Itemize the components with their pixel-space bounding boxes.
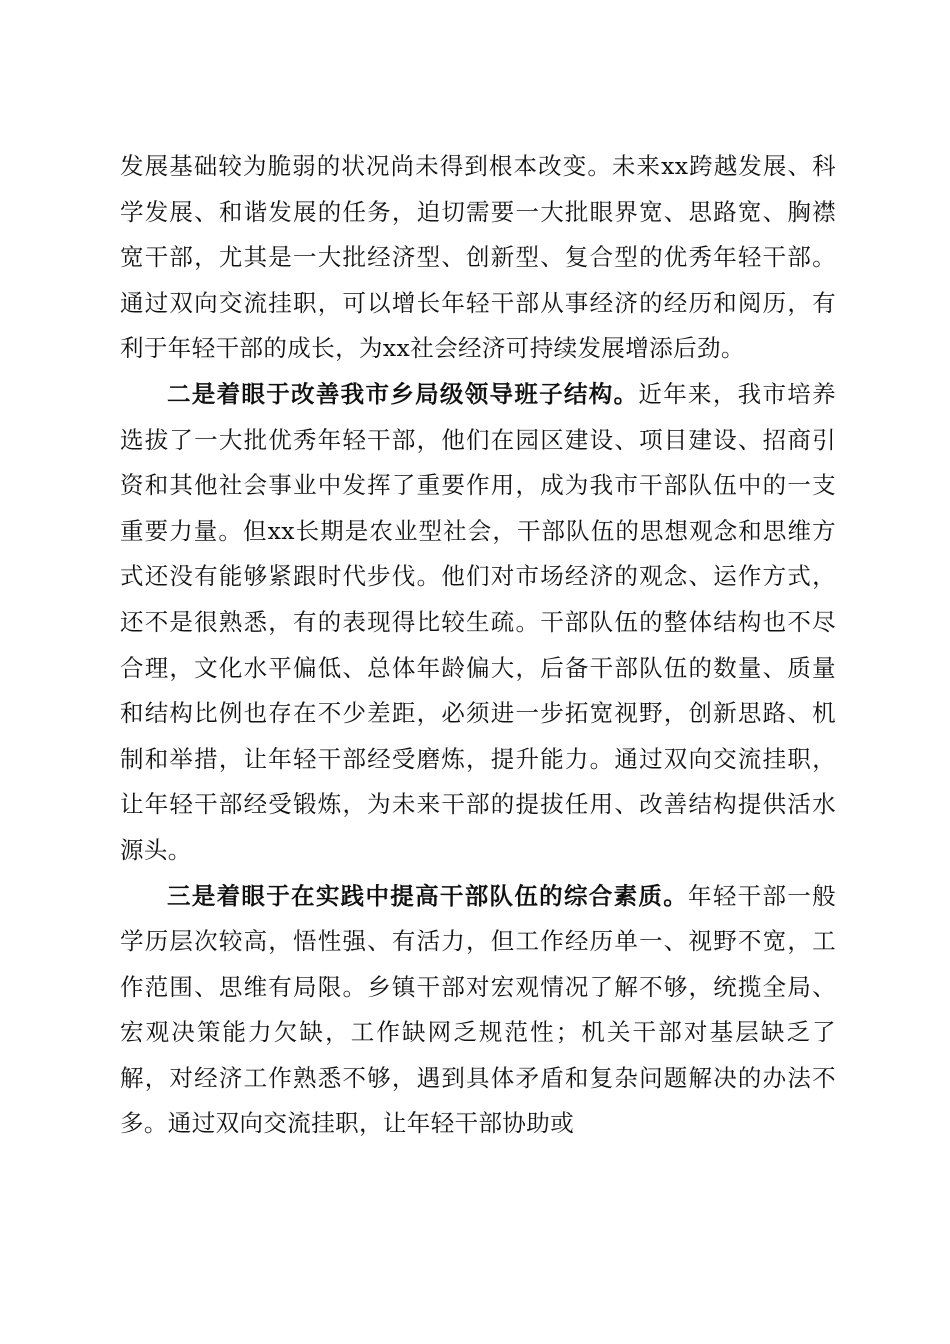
- paragraph-lead: 二是着眼于改善我市乡局级领导班子结构。: [167, 379, 639, 408]
- paragraph-text: 年轻干部一般学历层次较高，悟性强、有活力，但工作经历单一、视野不宽，工作范围、思维有局限。乡镇干部对宏观情况了解不够，统揽全局、宏观决策能力欠缺，工作缺网乏规范性；机关干部对基层缺乏了解，对经济工作熟悉不够，遇到具体矛盾和复杂问题解决的办法不多。通过双向交流挂职，让年轻干部协助或: [120, 881, 837, 1138]
- paragraph-point-three: [120, 874, 836, 1148]
- paragraph-text: 近年来，我市培养选拔了一大批优秀年轻干部，他们在园区建设、项目建设、招商引资和其他社会事业中发挥了重要作用，成为我市干部队伍中的一支重要力量。但xx长期是农业型社会，干部队伍的思想观念和思维方式还没有能够紧跟时代步伐。他们对市场经济的观念、运作方式，还不是很熟悉，有的表现得比较生疏。干部队伍的整体结构也不尽合理，文化水平偏低、总体年龄偏大，后备干部队伍的数量、质量和结构比例也存在不少差距，必须进一步拓宽视野，创新思路、机制和举措，让年轻干部经受磨炼，提升能力。通过双向交流挂职，让年轻干部经受锻炼，为未来干部的提拔任用、改善结构提供活水源头。: [120, 379, 836, 864]
- paragraph-text: 发展基础较为脆弱的状况尚未得到根本改变。未来xx跨越发展、科学发展、和谐发展的任务，迫切需要一大批眼界宽、思路宽、胸襟宽干部，尤其是一大批经济型、创新型、复合型的优秀年轻干部。通过双向交流挂职，可以增长年轻干部从事经济的经历和阅历，有利于年轻干部的成长，为xx社会经济可持续发展增添后劲。: [120, 152, 836, 363]
- document-body: [120, 144, 836, 1147]
- paragraph-lead: 三是着眼于在实践中提高干部队伍的综合素质。: [167, 881, 689, 910]
- paragraph-continuation: [120, 144, 836, 372]
- paragraph-point-two: [120, 372, 836, 874]
